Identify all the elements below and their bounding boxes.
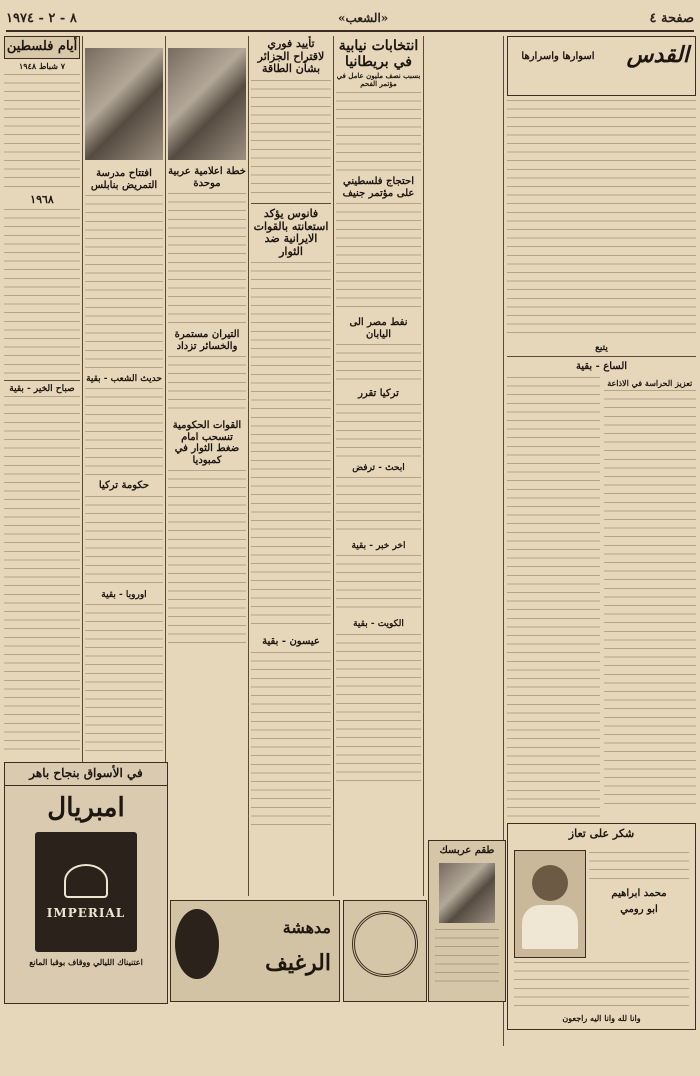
imperial-cigarette-ad — [4, 762, 168, 1004]
column-3 — [168, 36, 246, 896]
page-header — [6, 6, 694, 32]
group-photo — [85, 48, 163, 160]
headline-hadith-alshaab: حديث الشعب - بقية — [86, 374, 162, 384]
headline-iranian-forces: فانوس يؤكد استعانته بالقوات الايرانية ضد الثوار — [253, 206, 329, 258]
year-heading: ١٩٦٨ — [30, 193, 54, 207]
crest-icon — [64, 864, 108, 898]
alquds-masthead-box — [507, 36, 696, 96]
ad-product-name: الرغيف — [265, 950, 331, 976]
headline-cambodia: القوات الحكومية تنسحب امام ضغط الثوار في كمبوديا — [172, 420, 242, 466]
pack-label: IMPERIAL — [46, 905, 126, 920]
alquds-masthead: القدس — [626, 42, 689, 68]
arabesque-furniture-ad — [428, 840, 506, 1002]
subheadline-britain: بسبب نصف مليون عامل في مؤتمر الفحم — [336, 71, 421, 89]
headline-kuwait: الكويت - بقية — [353, 619, 404, 630]
column-2 — [85, 36, 163, 776]
headline-nursing-school: افتتاح مدرسة التمريض بنابلس — [90, 168, 158, 191]
headline-algeria-energy: تأييد فوري لاقتراح الجزائر بشأن الطاقة — [257, 37, 325, 76]
headline-europe: اوروبا - بقية — [101, 589, 147, 600]
deceased-nickname: ابو رومي — [620, 903, 658, 915]
condolence-closing: وانا لله وانا اليه راجعون — [562, 1012, 641, 1023]
column-5 — [336, 36, 421, 896]
headline-sabah-alkhair: صباح الخير - بقية — [9, 383, 75, 394]
masthead-ayam-filastin: أيام فلسطين — [4, 36, 80, 59]
headline-thanks: شكر على تعاز — [568, 826, 635, 840]
masthead-date: ٧ شباط ١٩٤٨ — [18, 60, 65, 71]
ad-circle-icon — [175, 909, 219, 979]
condolence-box — [507, 823, 696, 1030]
ad-slogan: اعتنيناك الليالي ووقاف بوقبا المانع — [29, 956, 143, 967]
column-6 — [507, 36, 696, 1071]
seal-icon — [352, 911, 418, 977]
signature-continued: يتبع — [595, 343, 608, 353]
cigarette-pack — [35, 832, 137, 952]
headline-turkey-decides: تركيا تقرر — [358, 388, 399, 400]
headline-turkey-government: حكومة تركيا — [98, 480, 150, 492]
ad-banner: في الأسواق بنجاح باهر — [5, 763, 167, 786]
headline-britain-elections: انتخابات نيابية في بريطانيا — [338, 38, 419, 71]
headline-aisoon: عيسون - بقية — [262, 636, 320, 648]
portrait-robe-icon — [522, 905, 578, 949]
ad-headline-amazing: مدهشة — [282, 918, 331, 937]
group-photo-right — [168, 48, 246, 160]
headline-radio-guard: تعزيز الحراسة في الاذاعة — [607, 377, 693, 388]
headline-fires-continue: التيران مستمرة والخسائر تزداد — [174, 329, 240, 352]
header-page-number: صفحة ٤ — [649, 10, 694, 26]
ad-title: طقم عربسك — [439, 845, 495, 856]
headline-arab-media-plan: خطة اعلامية عربية موحدة — [168, 166, 246, 189]
header-paper-name: «الشعب» — [338, 11, 389, 25]
header-date: ٨ - ٢ - ١٩٧٤ — [6, 10, 77, 26]
ad-brand-name: امبريال — [47, 792, 125, 823]
alquds-subtitle: اسوارها واسرارها — [521, 51, 595, 62]
furniture-photo — [439, 863, 495, 923]
deceased-name: محمد ابراهيم — [611, 887, 667, 899]
headline-egypt-oil-japan: نفط مصر الى اليابان — [349, 317, 408, 340]
portrait-photo — [514, 850, 586, 958]
headline-last-news: اخر خبر - بقية — [351, 541, 406, 552]
headline-refuses: ابحث - ترفض — [352, 462, 405, 473]
seal-ad — [343, 900, 427, 1002]
column-4 — [251, 36, 331, 896]
portrait-head-icon — [532, 865, 568, 901]
headline-palestinian-protest: احتجاج فلسطيني على مؤتمر جنيف — [342, 176, 415, 199]
headline-alsaa: الساع - بقية — [575, 361, 628, 373]
bread-ad — [170, 900, 340, 1002]
